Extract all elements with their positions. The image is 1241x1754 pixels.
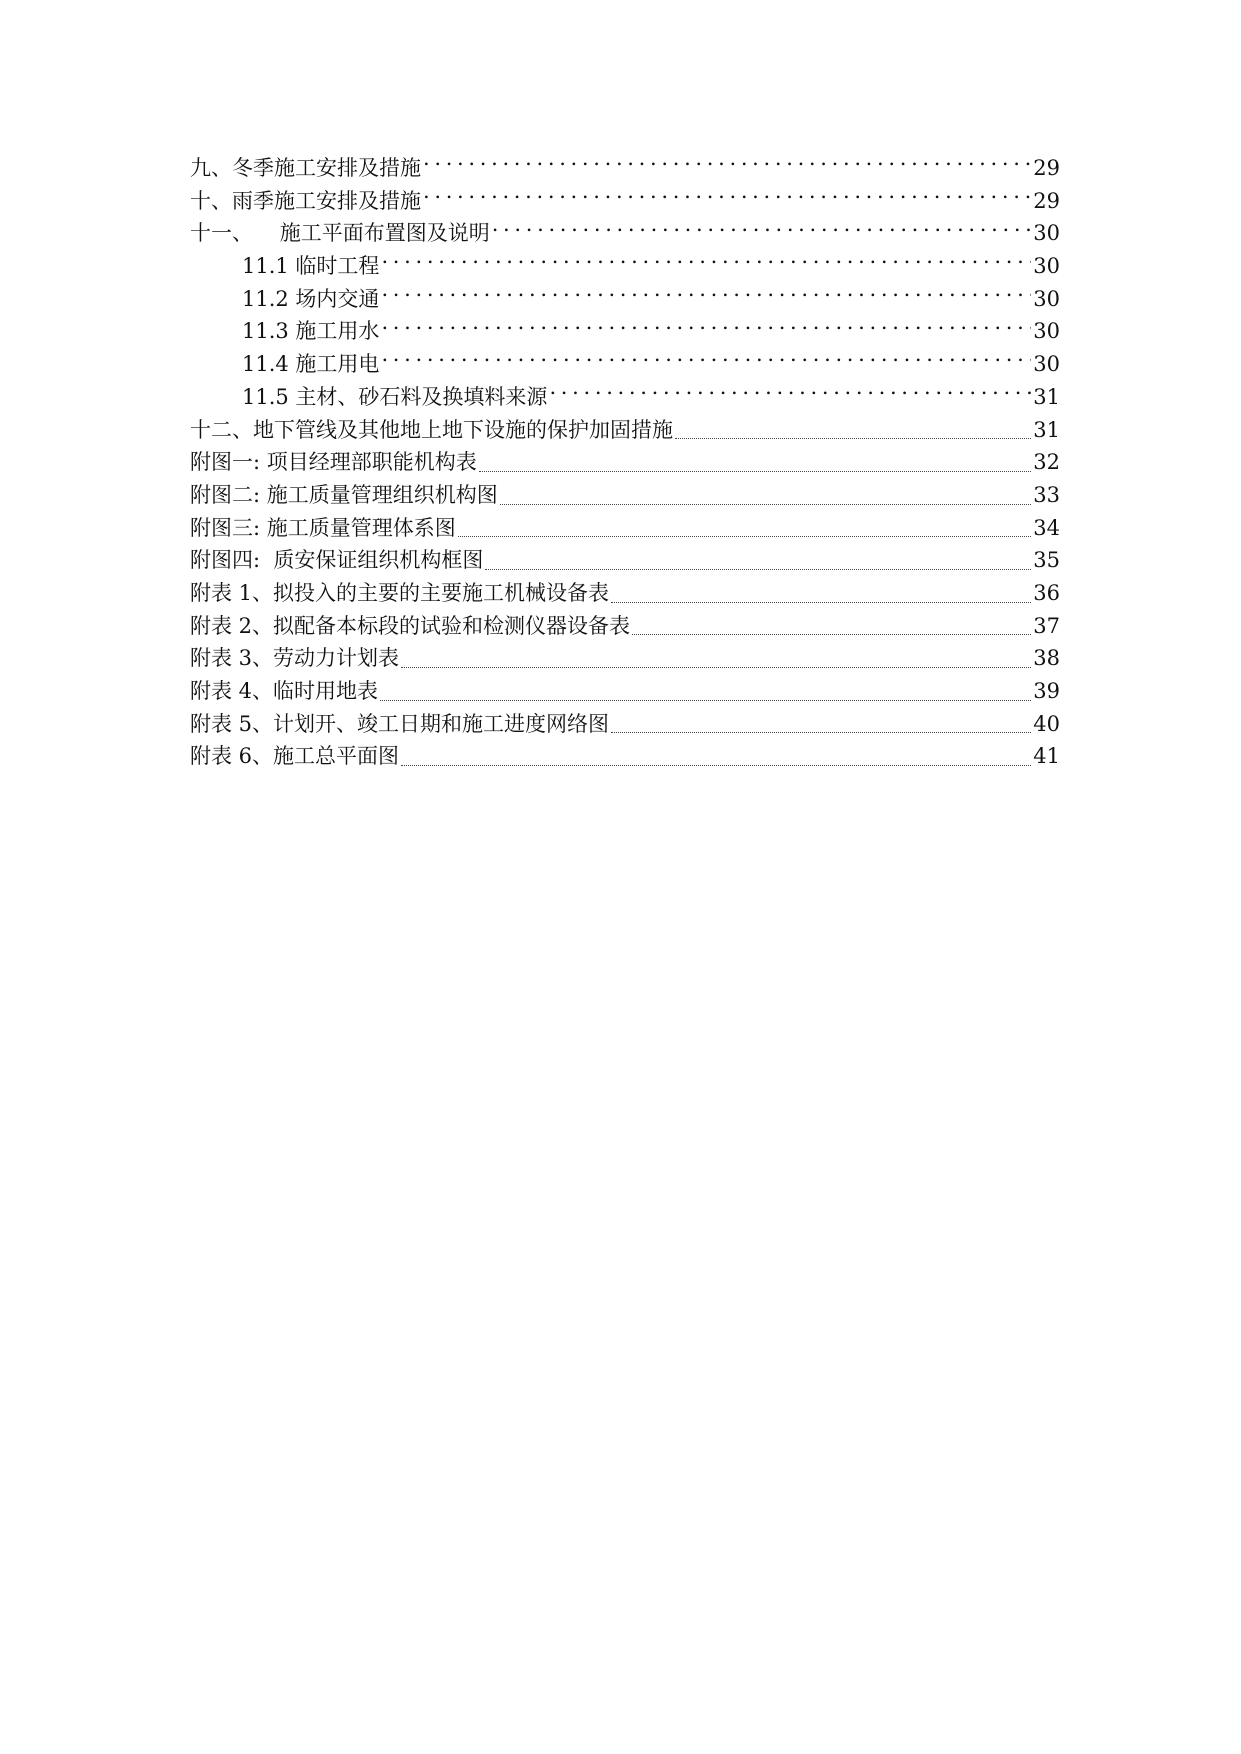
toc-dot-leader <box>381 350 1031 371</box>
toc-dot-leader <box>380 700 1031 701</box>
toc-entry-page: 30 <box>1033 286 1060 311</box>
toc-dot-leader <box>381 252 1031 273</box>
toc-dot-leader <box>423 187 1031 208</box>
toc-entry-11-1[interactable] <box>190 250 1060 283</box>
toc-entry-title: 11.5 主材、砂石料及换填料来源 <box>242 384 548 409</box>
toc-dot-leader <box>423 154 1031 175</box>
toc-entry-title: 九、冬季施工安排及措施 <box>190 156 421 180</box>
toc-entry-page: 40 <box>1033 711 1060 736</box>
toc-entry-11-2[interactable] <box>190 283 1060 316</box>
toc-entry-table-5[interactable] <box>190 708 1060 741</box>
toc-entry-title: 附表 3、劳动力计划表 <box>190 646 400 671</box>
toc-entry-title: 附图三: 施工质量管理体系图 <box>190 515 456 540</box>
toc-entry-page: 35 <box>1033 548 1060 573</box>
toc-entry-figure-1[interactable] <box>190 446 1060 479</box>
toc-entry-page: 37 <box>1033 613 1060 638</box>
toc-dot-leader <box>401 765 1031 766</box>
toc-entry-page: 29 <box>1033 156 1060 180</box>
toc-dot-leader <box>381 317 1031 338</box>
toc-dot-leader <box>675 438 1031 439</box>
toc-dot-leader <box>549 383 1031 404</box>
toc-dot-leader <box>632 634 1031 635</box>
toc-entry-11-5[interactable] <box>190 381 1060 414</box>
toc-entry-page: 30 <box>1033 221 1060 246</box>
toc-entry-page: 31 <box>1033 417 1060 442</box>
toc-entry-page: 39 <box>1033 679 1060 703</box>
toc-entry-title: 十、雨季施工安排及措施 <box>190 188 421 213</box>
toc-dot-leader <box>611 732 1031 733</box>
toc-dot-leader <box>479 471 1032 472</box>
toc-entry-page: 30 <box>1033 352 1060 377</box>
toc-entry-title: 附表 1、拟投入的主要的主要施工机械设备表 <box>190 580 610 605</box>
toc-entry-page: 31 <box>1033 384 1060 409</box>
toc-entry-figure-4[interactable] <box>190 544 1060 577</box>
table-of-contents <box>190 152 1060 773</box>
toc-entry-page: 34 <box>1033 515 1060 540</box>
toc-entry-page: 36 <box>1033 580 1060 605</box>
toc-entry-table-6[interactable] <box>190 740 1060 773</box>
toc-entry-page: 38 <box>1033 646 1060 671</box>
toc-entry-page: 30 <box>1033 319 1060 344</box>
toc-entry-title: 附图二: 施工质量管理组织机构图 <box>190 482 498 507</box>
toc-entry-title: 11.3 施工用水 <box>242 319 380 344</box>
toc-entry-title: 11.4 施工用电 <box>242 352 380 377</box>
toc-entry-title: 11.1 临时工程 <box>242 254 380 279</box>
toc-entry-title: 十一、 施工平面布置图及说明 <box>190 221 490 246</box>
toc-entry-page: 29 <box>1033 188 1060 213</box>
toc-entry-title: 附表 5、计划开、竣工日期和施工进度网络图 <box>190 711 610 736</box>
toc-entry-table-1[interactable] <box>190 577 1060 610</box>
toc-entry-11[interactable] <box>190 217 1060 250</box>
toc-entry-title: 附表 2、拟配备本标段的试验和检测仪器设备表 <box>190 613 631 638</box>
toc-entry-11-4[interactable] <box>190 348 1060 381</box>
toc-entry-title: 附表 6、施工总平面图 <box>190 744 400 769</box>
toc-dot-leader <box>500 504 1032 505</box>
toc-dot-leader <box>381 285 1031 306</box>
toc-dot-leader <box>401 667 1031 668</box>
toc-entry-page: 32 <box>1033 450 1060 475</box>
toc-entry-table-3[interactable] <box>190 642 1060 675</box>
toc-entry-title: 附表 4、临时用地表 <box>190 679 379 703</box>
toc-dot-leader <box>458 536 1032 537</box>
toc-entry-page: 33 <box>1033 482 1060 507</box>
toc-entry-11-3[interactable] <box>190 315 1060 348</box>
toc-entry-9[interactable] <box>190 152 1060 185</box>
toc-entry-page: 30 <box>1033 254 1060 279</box>
toc-entry-figure-3[interactable] <box>190 512 1060 545</box>
toc-entry-title: 附图一: 项目经理部职能机构表 <box>190 450 477 475</box>
toc-entry-title: 十二、地下管线及其他地上地下设施的保护加固措施 <box>190 417 673 442</box>
toc-dot-leader <box>492 219 1032 240</box>
toc-entry-10[interactable] <box>190 185 1060 218</box>
toc-entry-page: 41 <box>1033 744 1060 769</box>
toc-entry-title: 11.2 场内交通 <box>242 286 380 311</box>
toc-dot-leader <box>485 569 1031 570</box>
toc-dot-leader <box>611 602 1031 603</box>
toc-entry-title: 附图四: 质安保证组织机构框图 <box>190 548 484 573</box>
toc-entry-table-2[interactable] <box>190 610 1060 643</box>
toc-entry-12[interactable] <box>190 414 1060 447</box>
toc-entry-table-4[interactable] <box>190 675 1060 708</box>
toc-entry-figure-2[interactable] <box>190 479 1060 512</box>
